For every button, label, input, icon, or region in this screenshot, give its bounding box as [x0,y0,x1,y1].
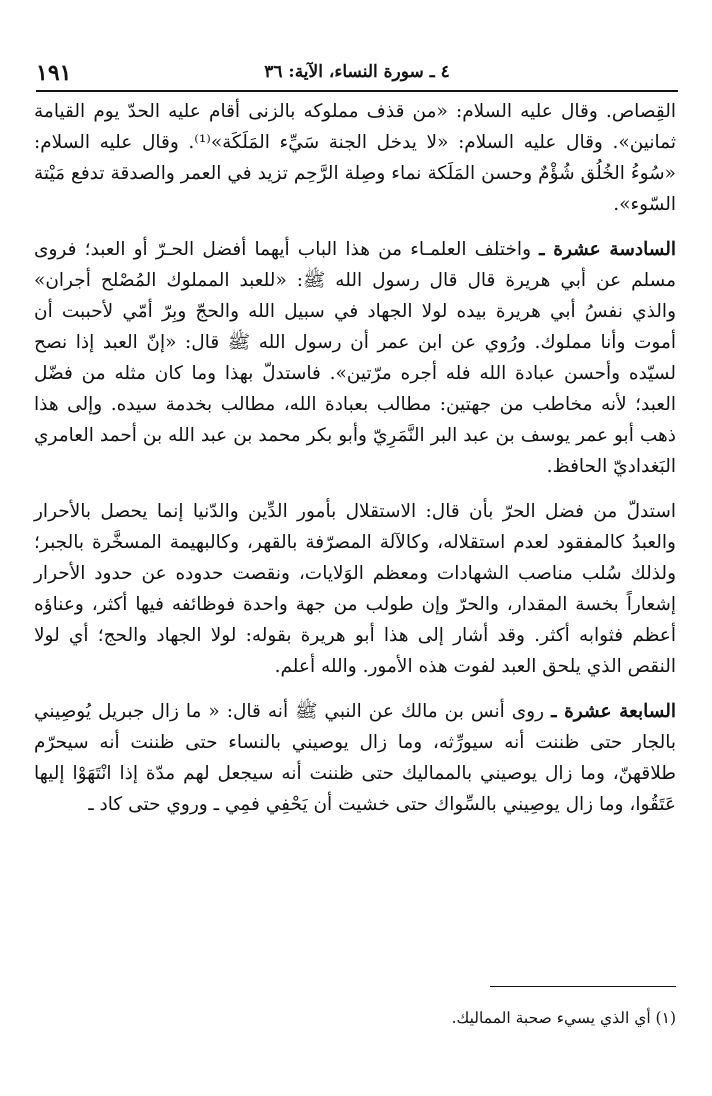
paragraph-2-text: واختلف العلمـاء من هذا الباب أيهما أفضل الحـرّ أو العبد؛ فروى مسلم عن أبي هريرة قال قال رسول الله ﷺ: «للعبد المملوك المُصْلح أجران» والذي نفسُ أبي هريرة بيده لولا الجهاد في سبيل الله والحجّ وبِرّ أمّي لأحببت أن أموت وأنا مملوك. ورُوي عن ابن عمر أن رسول الله ﷺ قال: «إنّ العبد إذا نصح لسيّده وأحسن عبادة الله فله أجره مرّتين». فاستدلّ بهذا وما كان مثله من فضّل العبد؛ لأنه مخاطب من جهتين: مطالب بعبادة الله، مطالب بخدمة سيده. وإلى هذا ذهب أبو عمر يوسف بن عبد البر النَّمَرِيّ وأبو بكر محمد بن عبد الله بن أحمد العامري البَغداديّ الحافظ. [34,239,676,477]
footnote-divider [490,986,676,987]
paragraph-3 [34,496,676,682]
section-label-16: السادسة عشرة ـ [539,239,676,260]
paragraph-1 [34,96,676,220]
paragraph-2 [34,234,676,482]
page-number: ١٩١ [36,60,72,86]
footnote: (١) أي الذي يسيء صحبة المماليك. [451,1009,676,1027]
paragraph-4-text: روى أنس بن مالك عن النبي ﷺ أنه قال: « ما زال جبريل يُوصِيني بالجار حتى ظننت أنه سيورِّثه، وما زال يوصيني بالنساء حتى ظننت أنه سيحرّم طلاقهنّ، وما زال يوصيني بالمماليك حتى ظننت أنه سيجعل لهم مدّة إذا انْتَهَوْا إليها عَتَقُوا، وما زال يوصِيني بالسِّواك حتى خشيت أن يَحْفِي فمِي ـ وروي حتى كاد ـ [34,701,676,815]
paragraph-4 [34,696,676,820]
paragraph-3-text: استدلّ من فضل الحرّ بأن قال: الاستقلال بأمور الدِّين والدّنيا إنما يحصل بالأحرار والعبدُ كالمفقود لعدم استقلاله، وكالآلة المصرّفة بالقهر، وكالبهيمة المسخَّرة بالجبر؛ ولذلك سُلب مناصب الشهادات ومعظم الوَلايات، ونقصت حدوده عن حدود الأحرار إشعاراً بخسة المقدار، والحرّ وإن طولب من جهة واحدة فوظائفه فيها أكثر، وعناؤه أعظم فثوابه أكثر. وقد أشار إلى هذا أبو هريرة بقوله: لولا الجهاد والحج؛ أي لولا النقص الذي يلحق العبد لفوت هذه الأمور. والله أعلم. [34,501,676,677]
section-label-17: السابعة عشرة ـ [551,701,677,722]
paragraph-1-text: القِصاص. وقال عليه السلام: «من قذف مملوكه بالزنى أقام عليه الحدّ يوم القيامة ثمانين». وقال عليه السلام: «لا يدخل الجنة سَيِّء المَلَكَة»⁽¹⁾. وقال عليه السلام: «سُوءُ الخُلُق شُؤْمٌ وحسن المَلَكة نماء وصِلة الرَّحِم تزيد في العمر والصدقة تدفع مَيْتة السّوء». [34,101,676,215]
running-title: ٤ ـ سورة النساء، الآية: ٣٦ [264,62,450,82]
body-text [34,96,676,820]
page-header [36,56,678,92]
